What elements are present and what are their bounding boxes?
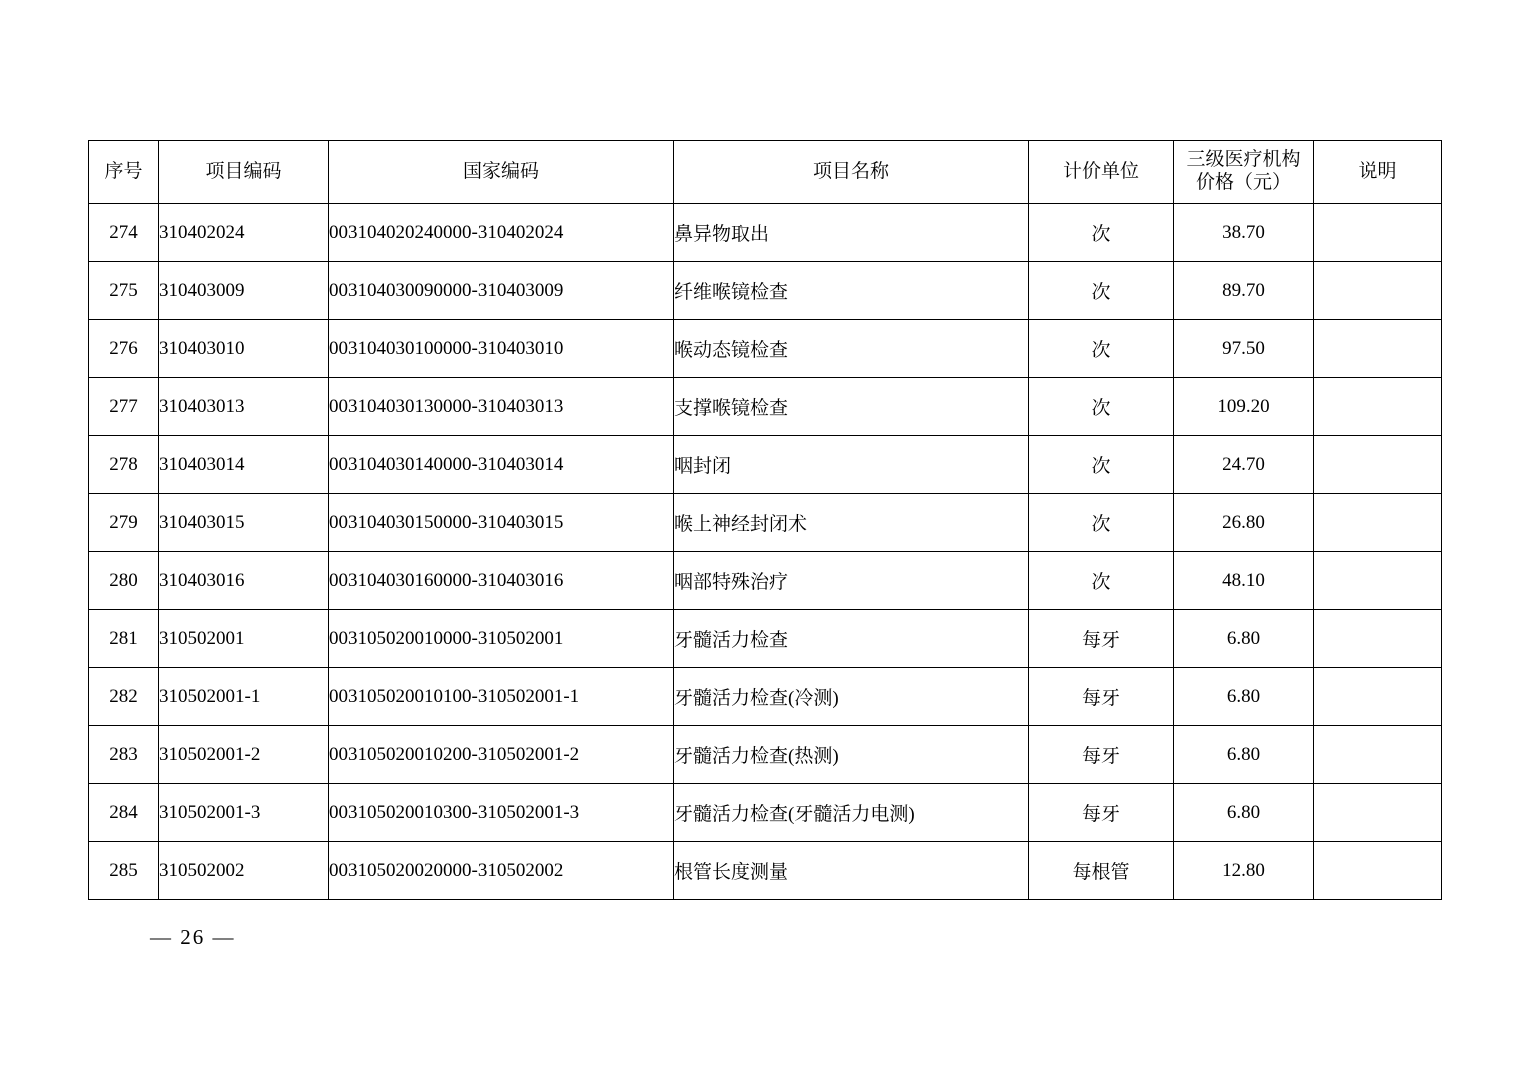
cell-seq: 279 (89, 494, 159, 552)
cell-seq: 283 (89, 726, 159, 784)
cell-seq: 280 (89, 552, 159, 610)
cell-note (1314, 494, 1442, 552)
cell-name: 支撑喉镜检查 (674, 378, 1029, 436)
cell-code: 310403009 (159, 262, 329, 320)
cell-note (1314, 262, 1442, 320)
cell-national-code: 003104030130000-310403013 (329, 378, 674, 436)
cell-unit: 次 (1029, 262, 1174, 320)
cell-unit: 每牙 (1029, 784, 1174, 842)
cell-note (1314, 842, 1442, 900)
cell-note (1314, 784, 1442, 842)
cell-note (1314, 726, 1442, 784)
cell-price: 6.80 (1174, 784, 1314, 842)
cell-code: 310502001 (159, 610, 329, 668)
cell-unit: 次 (1029, 552, 1174, 610)
cell-national-code: 003105020010000-310502001 (329, 610, 674, 668)
cell-note (1314, 552, 1442, 610)
cell-note (1314, 320, 1442, 378)
cell-code: 310403013 (159, 378, 329, 436)
cell-code: 310403015 (159, 494, 329, 552)
cell-seq: 277 (89, 378, 159, 436)
cell-price: 38.70 (1174, 204, 1314, 262)
table-row (89, 552, 1442, 610)
cell-code: 310502001-3 (159, 784, 329, 842)
table-row (89, 436, 1442, 494)
cell-seq: 285 (89, 842, 159, 900)
cell-code: 310403016 (159, 552, 329, 610)
cell-price: 48.10 (1174, 552, 1314, 610)
cell-unit: 次 (1029, 494, 1174, 552)
column-header-note: 说明 (1314, 141, 1442, 204)
table-row (89, 378, 1442, 436)
cell-unit: 每牙 (1029, 610, 1174, 668)
price-list-table (88, 140, 1442, 900)
cell-national-code: 003104030150000-310403015 (329, 494, 674, 552)
cell-price: 89.70 (1174, 262, 1314, 320)
cell-national-code: 003105020010300-310502001-3 (329, 784, 674, 842)
cell-seq: 276 (89, 320, 159, 378)
cell-seq: 275 (89, 262, 159, 320)
cell-national-code: 003104030100000-310403010 (329, 320, 674, 378)
cell-national-code: 003104030140000-310403014 (329, 436, 674, 494)
cell-price: 24.70 (1174, 436, 1314, 494)
cell-seq: 284 (89, 784, 159, 842)
cell-name: 鼻异物取出 (674, 204, 1029, 262)
cell-name: 喉上神经封闭术 (674, 494, 1029, 552)
cell-code: 310502001-1 (159, 668, 329, 726)
cell-price: 26.80 (1174, 494, 1314, 552)
cell-name: 咽部特殊治疗 (674, 552, 1029, 610)
table-row (89, 494, 1442, 552)
cell-national-code: 003105020010200-310502001-2 (329, 726, 674, 784)
cell-price: 6.80 (1174, 726, 1314, 784)
cell-national-code: 003104020240000-310402024 (329, 204, 674, 262)
cell-name: 牙髓活力检查 (674, 610, 1029, 668)
cell-unit: 次 (1029, 320, 1174, 378)
column-header-national-code: 国家编码 (329, 141, 674, 204)
cell-code: 310403010 (159, 320, 329, 378)
cell-unit: 每根管 (1029, 842, 1174, 900)
cell-seq: 278 (89, 436, 159, 494)
table-row (89, 262, 1442, 320)
table-body (89, 204, 1442, 900)
table-header (89, 141, 1442, 204)
cell-name: 牙髓活力检查(冷测) (674, 668, 1029, 726)
cell-price: 12.80 (1174, 842, 1314, 900)
table-header-row (89, 141, 1442, 204)
cell-unit: 次 (1029, 378, 1174, 436)
cell-unit: 次 (1029, 204, 1174, 262)
cell-unit: 每牙 (1029, 726, 1174, 784)
cell-seq: 281 (89, 610, 159, 668)
cell-code: 310402024 (159, 204, 329, 262)
cell-note (1314, 668, 1442, 726)
cell-note (1314, 378, 1442, 436)
cell-name: 根管长度测量 (674, 842, 1029, 900)
cell-national-code: 003104030090000-310403009 (329, 262, 674, 320)
cell-note (1314, 610, 1442, 668)
column-header-price-line2: 价格（元） (1195, 172, 1291, 193)
table-row (89, 668, 1442, 726)
page-number: — 26 — (150, 925, 236, 949)
cell-name: 牙髓活力检查(牙髓活力电测) (674, 784, 1029, 842)
table-row (89, 204, 1442, 262)
column-header-price-line1: 三级医疗机构 (1186, 149, 1301, 171)
column-header-name: 项目名称 (674, 141, 1029, 204)
table-row (89, 610, 1442, 668)
cell-name: 咽封闭 (674, 436, 1029, 494)
column-header-code: 项目编码 (159, 141, 329, 204)
cell-note (1314, 204, 1442, 262)
column-header-unit: 计价单位 (1029, 141, 1174, 204)
cell-price: 97.50 (1174, 320, 1314, 378)
cell-name: 纤维喉镜检查 (674, 262, 1029, 320)
cell-unit: 次 (1029, 436, 1174, 494)
cell-code: 310403014 (159, 436, 329, 494)
cell-seq: 282 (89, 668, 159, 726)
cell-price: 6.80 (1174, 668, 1314, 726)
column-header-price (1174, 141, 1314, 204)
table-row (89, 726, 1442, 784)
cell-price: 6.80 (1174, 610, 1314, 668)
cell-national-code: 003104030160000-310403016 (329, 552, 674, 610)
column-header-seq: 序号 (89, 141, 159, 204)
cell-note (1314, 436, 1442, 494)
cell-seq: 274 (89, 204, 159, 262)
table-row (89, 320, 1442, 378)
cell-unit: 每牙 (1029, 668, 1174, 726)
table-row (89, 784, 1442, 842)
cell-code: 310502001-2 (159, 726, 329, 784)
cell-name: 喉动态镜检查 (674, 320, 1029, 378)
cell-national-code: 003105020020000-310502002 (329, 842, 674, 900)
cell-code: 310502002 (159, 842, 329, 900)
cell-price: 109.20 (1174, 378, 1314, 436)
table-row (89, 842, 1442, 900)
cell-national-code: 003105020010100-310502001-1 (329, 668, 674, 726)
cell-name: 牙髓活力检查(热测) (674, 726, 1029, 784)
